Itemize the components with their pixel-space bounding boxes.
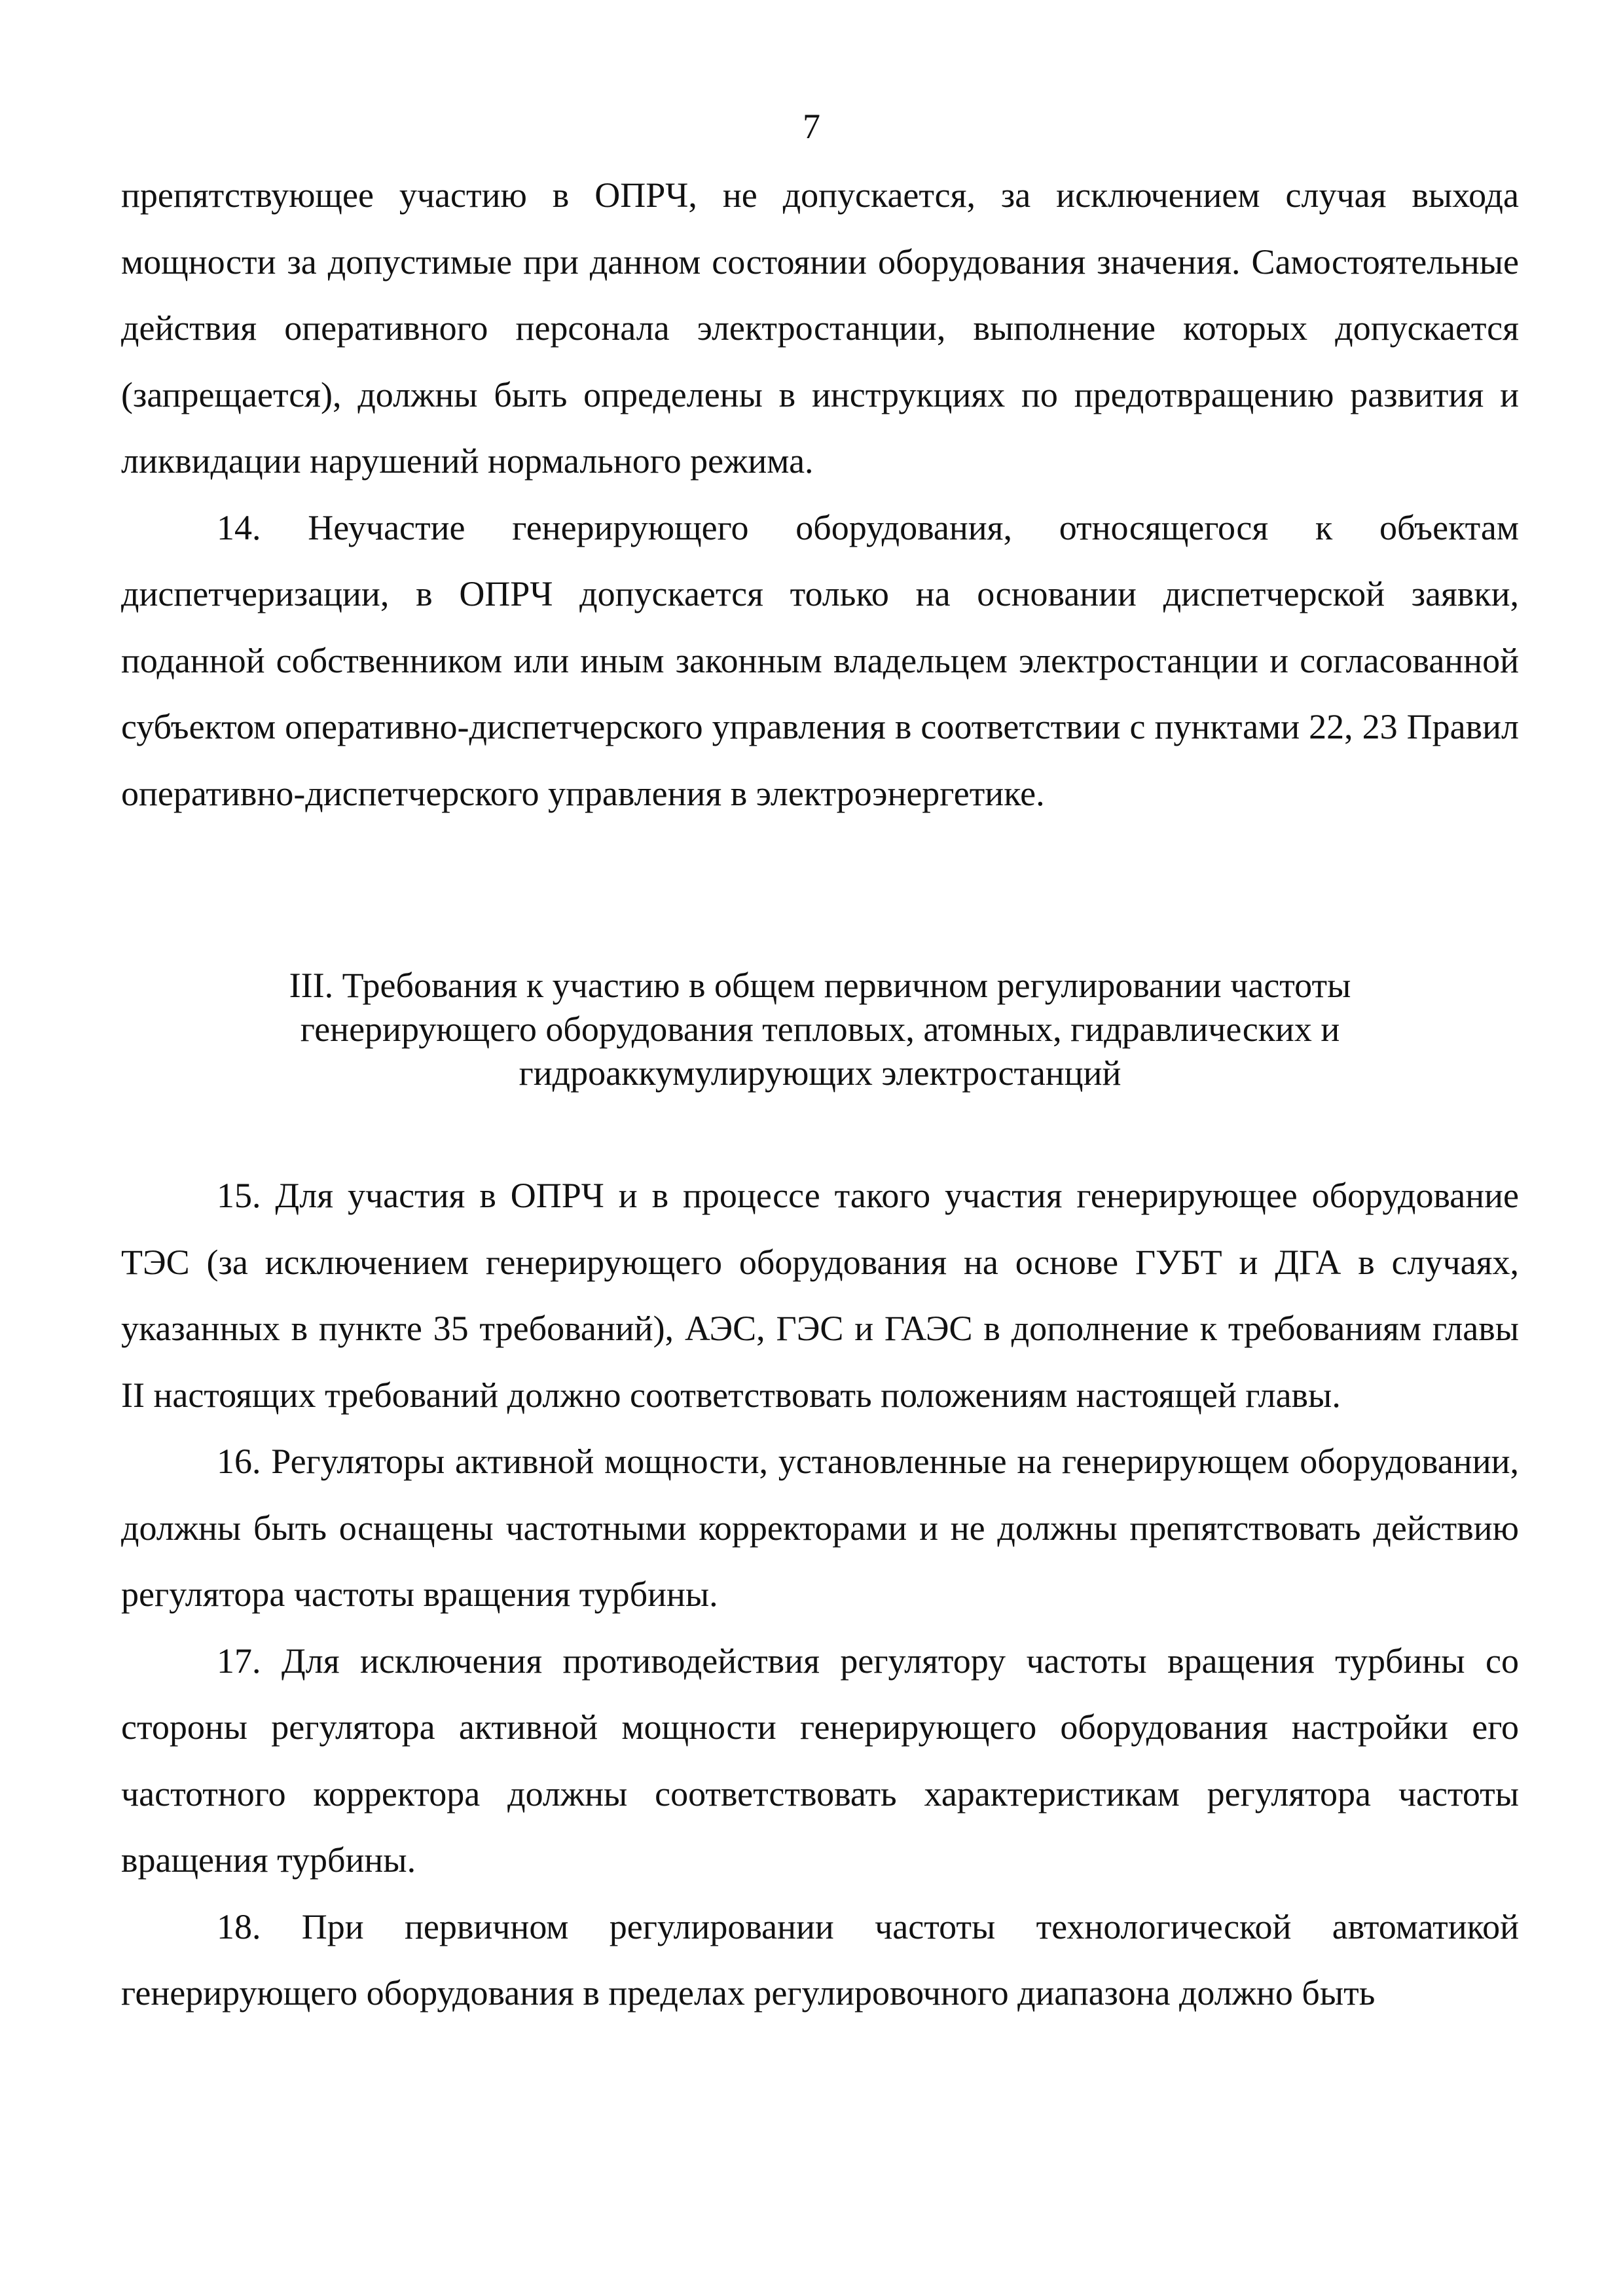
paragraph-continuation: препятствующее участию в ОПРЧ, не допускается, за исключением случая выхода мощности за допустимые при данном состоянии оборудования значения. Самостоятельные действия оперативного персонала электростанции, выполнение которых допускается (запрещается), должны быть определены в инструкциях по предотвращению развития и ликвидации нарушений нормального режима.: [121, 175, 1519, 481]
text-block-lower: [121, 1163, 1519, 2027]
section-heading-line-1: III. Требования к участию в общем первичном регулировании частоты: [289, 966, 1351, 1005]
page-number: 7: [803, 107, 820, 146]
section-heading-line-3: гидроаккумулирующих электростанций: [519, 1053, 1122, 1093]
paragraph-18: 18. При первичном регулировании частоты технологической автоматикой генерирующего оборудования в пределах регулировочного диапазона должно быть: [121, 1906, 1519, 2013]
text-block-upper: [121, 162, 1519, 827]
paragraph-16: 16. Регуляторы активной мощности, установленные на генерирующем оборудовании, должны быть оснащены частотными корректорами и не должны препятствовать действию регулятора частоты вращения турбины.: [121, 1442, 1519, 1614]
section-heading-line-2: генерирующего оборудования тепловых, атомных, гидравлических и: [300, 1010, 1340, 1049]
section-heading: [121, 964, 1519, 1095]
paragraph-17: 17. Для исключения противодействия регулятору частоты вращения турбины со стороны регулятора активной мощности генерирующего оборудования настройки его частотного корректора должны соответствовать характеристикам регулятора частоты вращения турбины.: [121, 1641, 1519, 1880]
paragraph-14: 14. Неучастие генерирующего оборудования, относящегося к объектам диспетчеризации, в ОПРЧ допускается только на основании диспетчерской заявки, поданной собственником или иным законным владельцем электростанции и согласованной субъектом оперативно-диспетчерского управления в соответствии с пунктами 22, 23 Правил оперативно-диспетчерского управления в электроэнергетике.: [121, 507, 1519, 813]
paragraph-15: 15. Для участия в ОПРЧ и в процессе такого участия генерирующее оборудование ТЭС (за исключением генерирующего оборудования на основе ГУБТ и ДГА в случаях, указанных в пункте 35 требований), АЭС, ГЭС и ГАЭС в дополнение к требованиям главы II настоящих требований должно соответствовать положениям настоящей главы.: [121, 1176, 1519, 1415]
